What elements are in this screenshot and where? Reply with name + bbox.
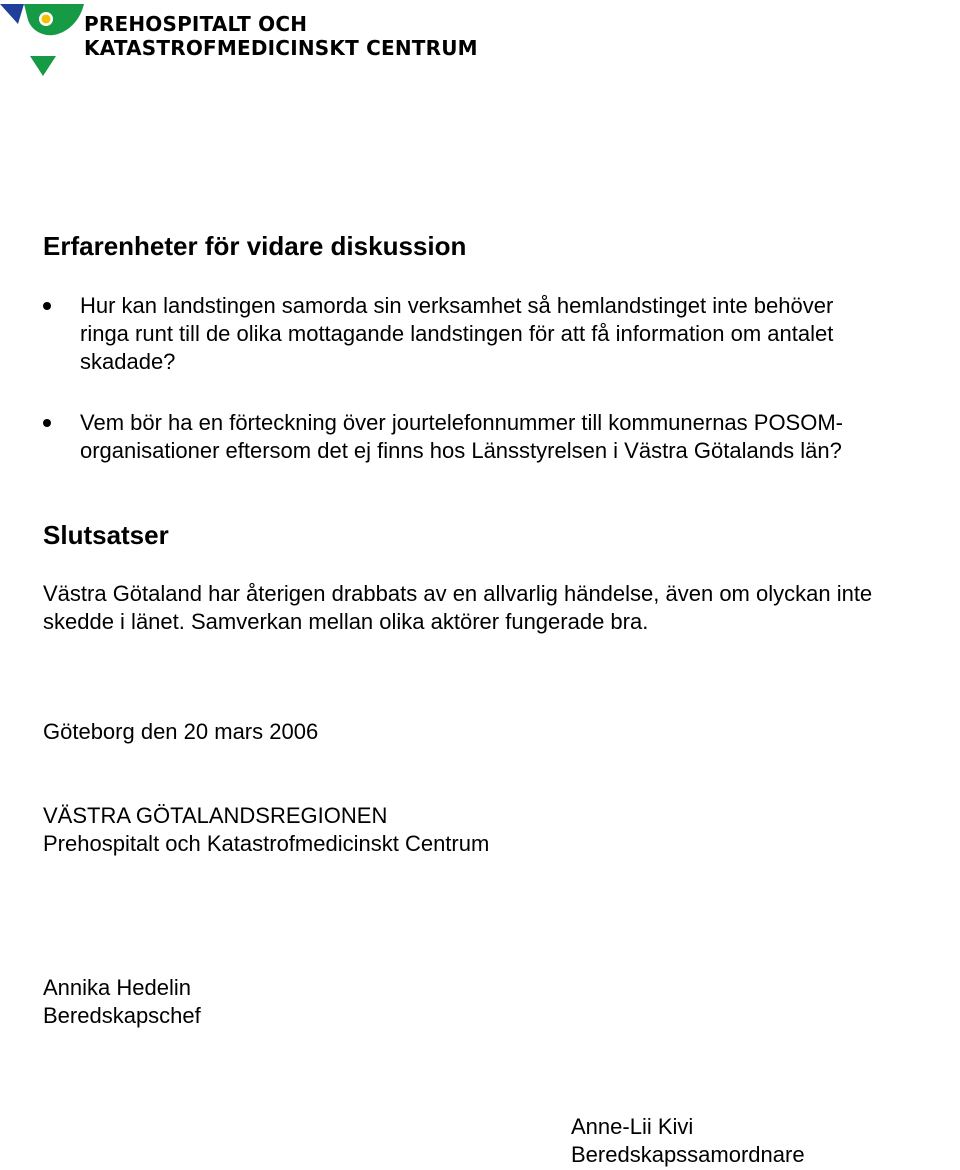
signature-title: Beredskapschef [43, 1003, 201, 1028]
text-line: skadade? [80, 349, 176, 374]
bullet-icon [43, 302, 51, 310]
text-line: ringa runt till de olika mottagande landstingen för att få information om antalet [80, 321, 834, 346]
header-logo [0, 0, 500, 80]
organization-name: VÄSTRA GÖTALANDSREGIONEN [43, 803, 388, 828]
conclusions-paragraph [43, 580, 872, 636]
bullet-text [80, 409, 920, 465]
signature-block [571, 1113, 805, 1169]
signature-name: Annika Hedelin [43, 975, 191, 1000]
section-heading-conclusions: Slutsatser [43, 520, 169, 550]
signature-title: Beredskapssamordnare [571, 1142, 805, 1167]
logo-wordmark [84, 12, 478, 60]
text-line: Vem bör ha en förteckning över jourtelefonnummer till kommunernas POSOM- [80, 410, 843, 435]
place-date-text: Göteborg den 20 mars 2006 [43, 719, 319, 744]
text-line: organisationer eftersom det ej finns hos Länsstyrelsen i Västra Götalands län? [80, 438, 842, 463]
bullet-text [80, 292, 920, 376]
organization-block [43, 802, 489, 858]
text-line: Hur kan landstingen samorda sin verksamhet så hemlandstinget inte behöver [80, 293, 834, 318]
bullet-icon [43, 419, 51, 427]
vastra-gotalandsregionen-logo-icon [0, 0, 84, 78]
organization-unit: Prehospitalt och Katastrofmedicinskt Centrum [43, 831, 490, 856]
section-heading-discussion: Erfarenheter för vidare diskussion [43, 231, 467, 261]
logo-line-2: KATASTROFMEDICINSKT CENTRUM [84, 36, 478, 60]
logo-line-1: PREHOSPITALT OCH [84, 12, 308, 36]
signature-block [43, 974, 201, 1030]
place-date [43, 718, 318, 746]
signature-name: Anne-Lii Kivi [571, 1114, 694, 1139]
text-line: skedde i länet. Samverkan mellan olika aktörer fungerade bra. [43, 609, 649, 634]
text-line: Västra Götaland har återigen drabbats av en allvarlig händelse, även om olyckan inte [43, 581, 873, 606]
